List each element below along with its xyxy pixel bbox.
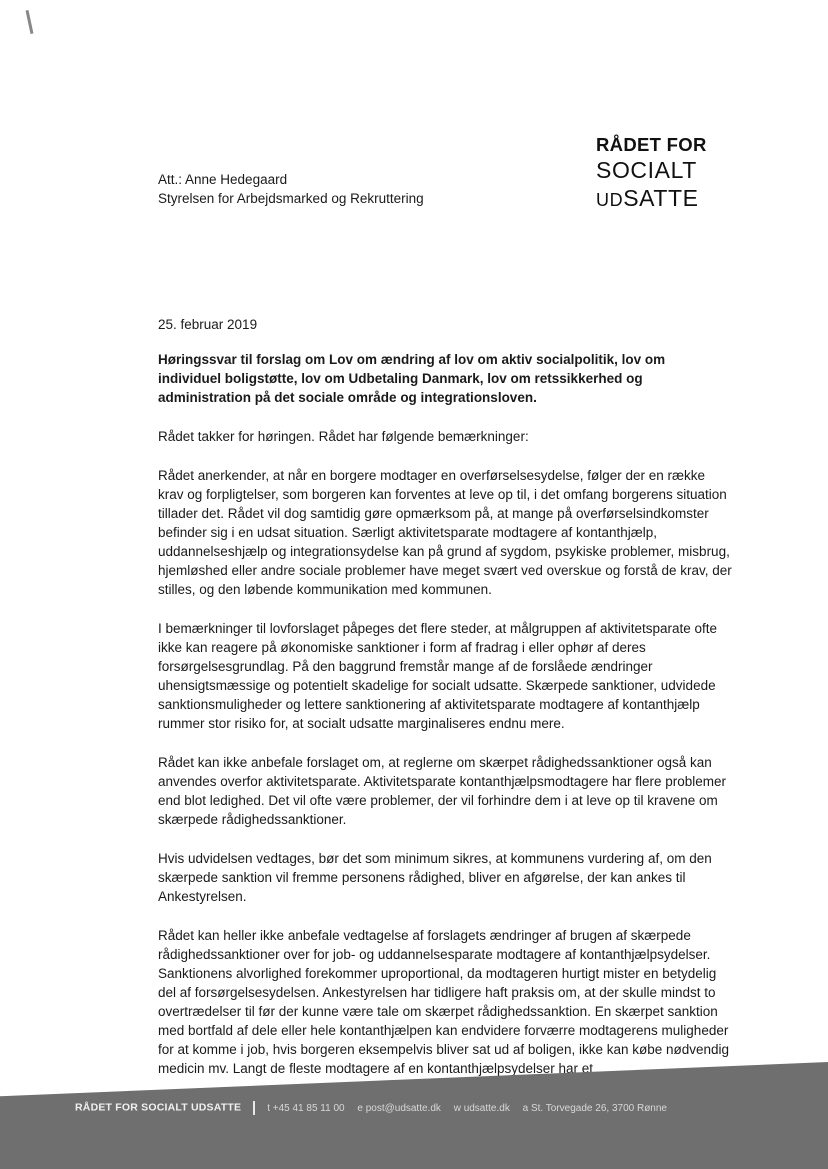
body-paragraph: Rådet takker for høringen. Rådet har følgende bemærkninger:: [158, 429, 529, 444]
footer-email: e post@udsatte.dk: [357, 1102, 441, 1114]
organization-logo: [596, 134, 786, 214]
logo-line-3-rest: SATTE: [623, 185, 699, 211]
scan-artifact: [26, 10, 34, 34]
logo-line-3-prefix: UD: [596, 190, 624, 210]
footer-divider: [253, 1101, 255, 1115]
footer-address: a St. Torvegade 26, 3700 Rønne: [522, 1102, 667, 1114]
recipient-block: [158, 170, 424, 208]
recipient-organization: Styrelsen for Arbejdsmarked og Rekruttering: [158, 191, 424, 206]
footer-organization: RÅDET FOR SOCIALT UDSATTE: [75, 1101, 242, 1114]
body-paragraph: Hvis udvidelsen vedtages, bør det som minimum sikres, at kommunens vurdering af, om den skærpede sanktion vil fremme personens rådighed, bliver en afgørelse, der kan ankes til Ankestyrelsen.: [158, 851, 712, 904]
footer-contact: [75, 1101, 815, 1115]
logo-line-3: [596, 184, 786, 214]
letter-body: [158, 427, 733, 1098]
letter-date: 25. februar 2019: [158, 317, 258, 332]
letter-subject: Høringssvar til forslag om Lov om ændring af lov om aktiv socialpolitik, lov om individuel boligstøtte, lov om Udbetaling Danmark, lov om retssikkerhed og administration på det sociale område og integrationsloven.: [158, 352, 666, 405]
footer-phone: t +45 41 85 11 00: [267, 1102, 345, 1114]
logo-line-2: SOCIALT: [596, 157, 697, 183]
body-paragraph: I bemærkninger til lovforslaget påpeges det flere steder, at målgruppen af aktivitetsparate ofte ikke kan reagere på økonomiske sanktioner i form af fradrag i eller ophør af deres forsørgelsesgrundlag. På den baggrund fremstår mange af de forslåede ændringer uhensigtsmæssige og potentielt skadelige for socialt udsatte. Skærpede sanktioner, udvidede sanktionsmuligheder og lettere sanktionering af aktivitetsparate modtagere af kontanthjælp rummer stor risiko for, at socialt udsatte marginaliseres endnu mere.: [158, 621, 718, 731]
body-paragraph: Rådet kan ikke anbefale forslaget om, at reglerne om skærpet rådighedssanktioner også kan anvendes overfor aktivitetsparate. Aktivitetsparate kontanthjælpsmodtagere har flere problemer end blot ledighed. Det vil ofte være problemer, der vil forhindre dem i at leve op til kravene om skærpede rådighedssanktioner.: [158, 755, 727, 827]
logo-line-1: RÅDET FOR: [596, 134, 707, 155]
body-paragraph: Rådet kan heller ikke anbefale vedtagelse af forslagets ændringer af brugen af skærpede rådighedssanktioner over for job- og uddannelsesparate modtagere af kontanthjælpsydelser. Sanktionens alvorlighed forekommer uproportional, da modtageren hurtigt mister en betydelig del af forsørgelsesydelsen. Ankestyrelsen har tidligere haft praksis om, at der skulle mindst to overtrædelser til før der kunne være tale om skærpet rådighedssanktion. En skærpet sanktion med bortfald af dele eller hele kontanthjælpen kan endvidere forværre modtagerens muligheder for at komme i job, hvis borgeren eksempelvis bliver sat ud af boligen, ikke kan købe nødvendig medicin mv. Langt de fleste modtagere af en kontanthjælpsydelser har et: [158, 928, 730, 1076]
footer-web: w udsatte.dk: [453, 1102, 510, 1114]
body-paragraph: Rådet anerkender, at når en borgere modtager en overførselsesydelse, følger der en række krav og forpligtelser, som borgeren kan forventes at leve op til, i det omfang borgerens situation tillader det. Rådet vil dog samtidig gøre opmærksom på, at mange på overførselsindkomster befinder sig i en udsat situation. Særligt aktivitetsparate modtagere af kontanthjælp, uddannelseshjælp og integrationsydelse kan på grund af sygdom, psykiske problemer, misbrug, hjemløshed eller andre sociale problemer have meget svært ved overskue og forstå de krav, der stilles, og den løbende kommunikation med kommunen.: [158, 468, 732, 597]
recipient-att: Att.: Anne Hedegaard: [158, 172, 288, 187]
